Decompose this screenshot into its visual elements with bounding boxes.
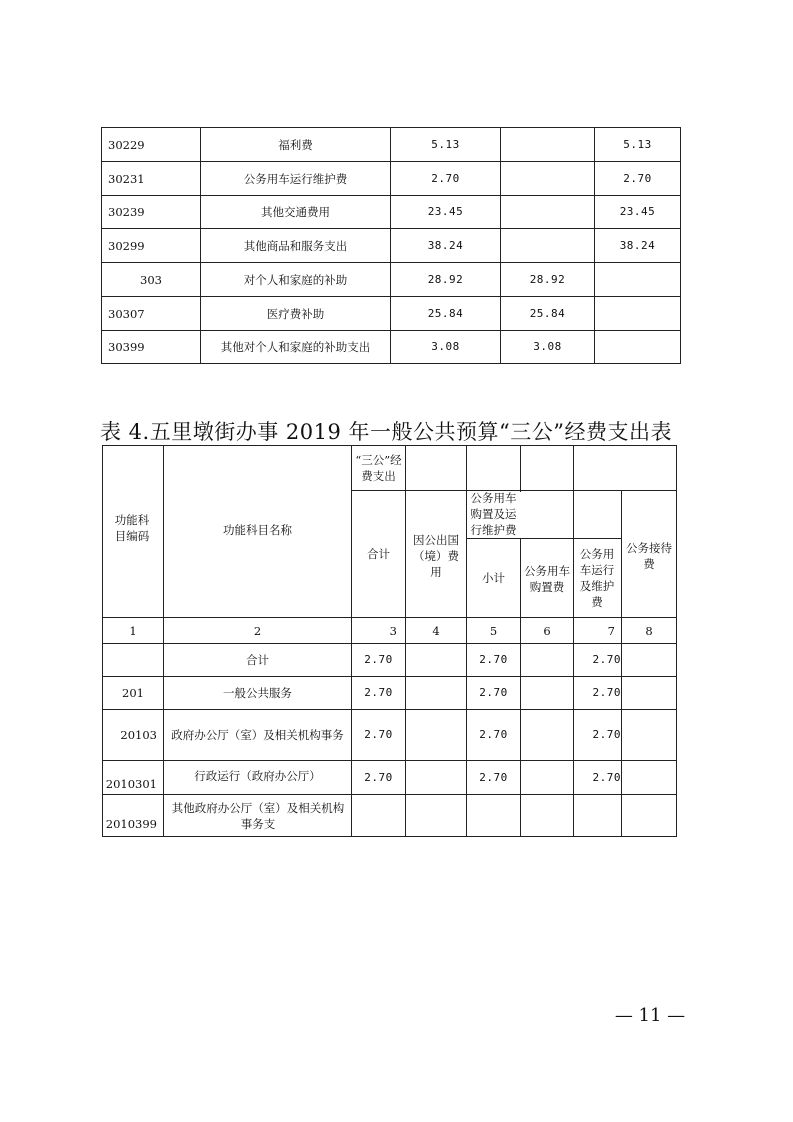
table-row-project: 2.70 [623, 171, 652, 185]
col-number: 3 [389, 623, 397, 638]
table-row-total: 5.13 [431, 137, 460, 151]
table-row-total: 38.24 [427, 238, 464, 252]
col-number: 6 [543, 623, 551, 638]
table-row-name: 公务用车运行维护费 [243, 171, 348, 186]
table-row-subtotal: 2.70 [479, 653, 508, 666]
table-row-total: 2.70 [364, 653, 393, 666]
table-row-name: 其他商品和服务支出 [243, 238, 348, 253]
table-row-name: 其他政府办公厅（室）及相关机构事务支 [171, 801, 345, 831]
table-row-project: 23.45 [619, 205, 656, 218]
table-row-code: 2010301 [105, 777, 157, 791]
header-abroad: 因公出国（境）费用 [413, 533, 459, 579]
header-total: 合计 [367, 547, 390, 561]
page-number: — 11 — [614, 1005, 686, 1026]
table-row-total: 28.92 [427, 272, 464, 286]
table-row-code: 30299 [108, 238, 145, 253]
table-row-name: 其他对个人和家庭的补助支出 [220, 340, 371, 354]
header-subtotal: 小计 [482, 571, 505, 585]
table-row-basic [501, 162, 594, 195]
table-row-total: 25.84 [427, 306, 464, 320]
table-row-name: 行政运行（政府办公厅） [194, 769, 321, 783]
table-row-code: 30231 [108, 171, 145, 186]
table-row-name: 合计 [246, 653, 269, 667]
table-row-purchase [521, 677, 573, 709]
table-row-subtotal [467, 795, 520, 836]
table-row-project [595, 263, 680, 296]
table-row-code: 201 [122, 686, 144, 700]
table-row-project: 38.24 [619, 238, 656, 252]
table-row-reception [622, 795, 676, 836]
table-row-name: 其他交通费用 [261, 205, 330, 219]
table-row-name: 医疗费补助 [266, 306, 325, 321]
table-row-reception [622, 677, 676, 709]
col-number: 4 [432, 623, 440, 638]
table-row-code: 30399 [108, 340, 145, 354]
table-row-total [352, 795, 405, 836]
table-row-subtotal: 2.70 [479, 686, 508, 699]
table-row-code: 30239 [108, 205, 145, 219]
table-row-operation: 2.70 [592, 653, 621, 666]
table-row-abroad [406, 795, 466, 836]
table-row-code: 303 [140, 272, 162, 287]
table-row-total: 2.70 [364, 728, 393, 741]
col-number: 2 [253, 623, 262, 638]
table-row-basic [501, 128, 594, 161]
table-row-total: 2.70 [364, 770, 393, 784]
col-number: 1 [129, 623, 137, 638]
table-row-total: 3.08 [431, 340, 460, 353]
table-row-name: 对个人和家庭的补助 [243, 272, 348, 287]
table-row-subtotal: 2.70 [479, 770, 508, 784]
table-row-project [595, 297, 680, 330]
table-row-project: 5.13 [623, 137, 652, 151]
table-row-name: 政府办公厅（室）及相关机构事务 [171, 728, 344, 742]
table-row-code: 2010399 [105, 817, 157, 831]
header-name: 功能科目名称 [223, 523, 292, 537]
table-row-operation: 2.70 [592, 686, 621, 699]
table-row-operation: 2.70 [592, 770, 621, 784]
table-row-abroad [406, 710, 466, 760]
header-sangong: “三公”经费支出 [355, 453, 402, 483]
table-row-purchase [521, 710, 573, 760]
table-row-code: 30307 [108, 306, 145, 321]
table-row-total: 2.70 [364, 686, 393, 699]
table-row-basic: 25.84 [529, 306, 566, 320]
table-row-basic: 28.92 [529, 272, 566, 286]
table-row-total: 2.70 [431, 171, 460, 185]
table-row-code [103, 644, 163, 676]
table-row-operation [574, 795, 621, 836]
table-row-basic [501, 229, 594, 262]
header-vehicle-group: 公务用车购置及运行维护费 [470, 491, 517, 537]
table-row-abroad [406, 677, 466, 709]
col-number: 7 [607, 623, 615, 638]
header-reception: 公务接待费 [626, 541, 672, 571]
col-number: 8 [645, 623, 653, 638]
table-row-purchase [521, 644, 573, 676]
col-number: 5 [489, 623, 498, 638]
table-row-basic: 3.08 [533, 340, 562, 353]
table-row-operation: 2.70 [592, 728, 621, 741]
header-operation: 公务用车运行及维护费 [579, 547, 615, 609]
table-row-code: 20103 [120, 728, 157, 742]
table-row-abroad [406, 761, 466, 794]
table-row-basic [501, 196, 594, 228]
header-purchase: 公务用车购置费 [524, 564, 570, 594]
header-code: 功能科目编码 [114, 513, 150, 543]
table-row-name: 一般公共服务 [223, 686, 292, 700]
table-row-reception [622, 644, 676, 676]
table-row-purchase [521, 795, 573, 836]
table4-title: 表 4.五里墩街办事 2019 年一般公共预算“三公”经费支出表 [100, 420, 672, 444]
table-row-subtotal: 2.70 [479, 728, 508, 741]
table-row-abroad [406, 644, 466, 676]
table-row-code: 30229 [108, 137, 145, 152]
table-row-reception [622, 761, 676, 794]
table-row-reception [622, 710, 676, 760]
table-row-total: 23.45 [427, 205, 464, 218]
table-row-project [595, 331, 680, 363]
table-row-name: 福利费 [278, 137, 313, 152]
table-row-purchase [521, 761, 573, 794]
